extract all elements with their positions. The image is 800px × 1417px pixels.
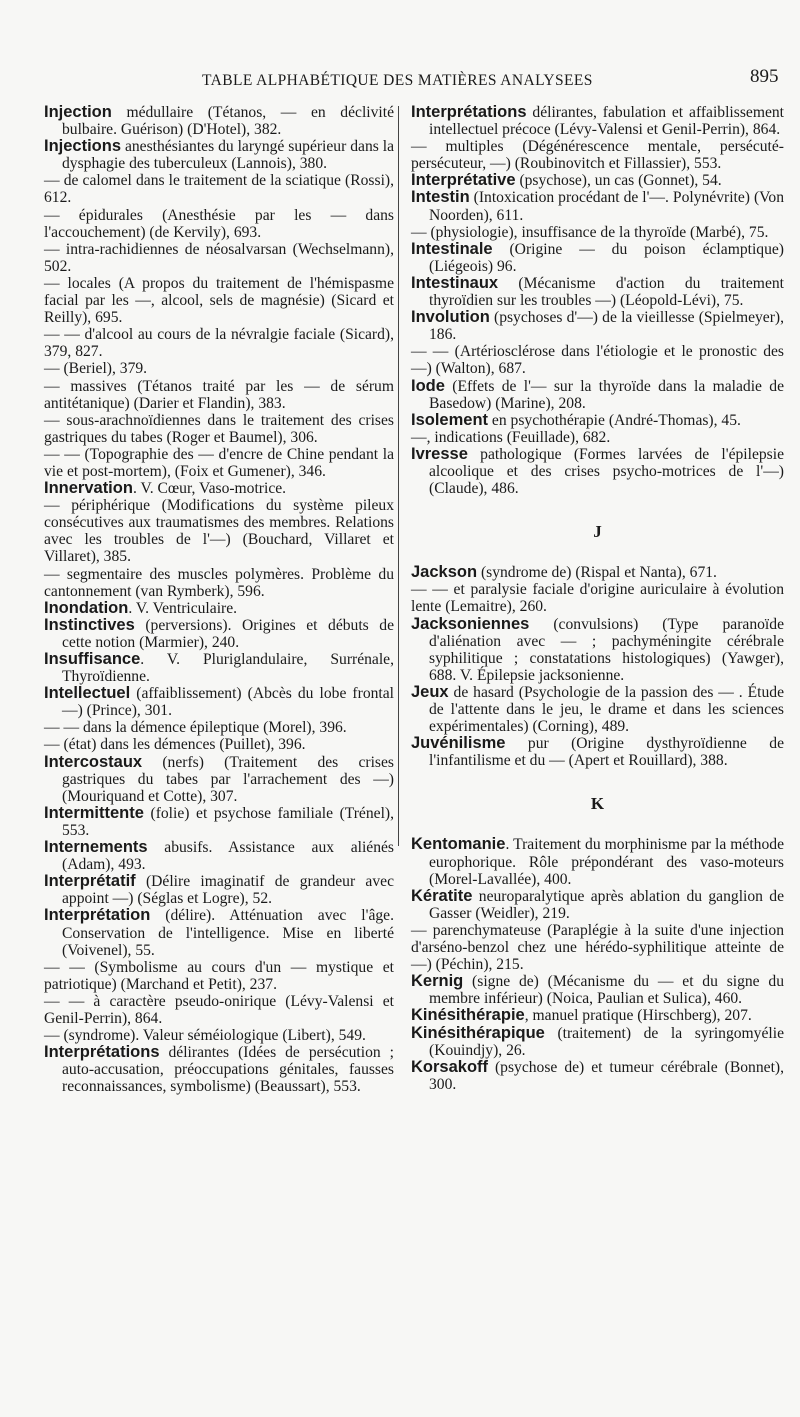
index-entry xyxy=(411,684,784,735)
running-title: TABLE ALPHABÉTIQUE DES MATIÈRES ANALYSEES xyxy=(202,72,593,89)
entry-text: délirantes (Idées de persécution ; auto-accusation, préoccupations génitales, fausses reconnaissances, symbolisme) (Beaussart), 553. xyxy=(62,1044,394,1096)
entry-text: . V. Pluriglandulaire, Surrénale, Thyroïdienne. xyxy=(62,651,394,686)
entry-headword: Intermittente xyxy=(44,803,144,822)
index-entry xyxy=(411,189,784,223)
index-subentry xyxy=(44,275,394,326)
entry-headword: Iode xyxy=(411,376,445,395)
right-column xyxy=(411,104,784,1093)
entry-text: — de calomel dans le traitement de la sciatique (Rossi), 612. xyxy=(44,172,394,207)
entry-text: de hasard (Psychologie de la passion des — . Étude de l'attente dans le jeu, le drame et dans les sciences expérimentales) (Corning), 489. xyxy=(429,683,784,736)
entry-headword: Kentomanie xyxy=(411,835,506,854)
entry-text: (Intoxication procédant de l'—. Polynévrite) (Von Noorden), 611. xyxy=(429,189,784,224)
entry-headword: Insuffisance xyxy=(44,650,141,668)
entry-headword: Interprétation xyxy=(44,906,151,925)
entry-headword: Kinésithérapique xyxy=(411,1023,545,1042)
entry-text: médullaire (Tétanos, — en déclivité bulbaire. Guérison) (D'Hotel), 382. xyxy=(62,104,394,139)
entry-text: — périphérique (Modifications du système pileux consécutives aux traumatismes des membres. Relations avec les troubles de l'—) (Bouchard, Villaret et Villaret), 385. xyxy=(44,497,394,566)
entry-headword: Jeux xyxy=(411,682,449,701)
entry-headword: Intestinaux xyxy=(411,273,499,292)
index-entry xyxy=(44,104,394,138)
index-subentry xyxy=(411,343,784,377)
index-entry xyxy=(411,836,784,887)
entry-headword: Intercostaux xyxy=(44,752,143,771)
entry-headword: Injection xyxy=(44,103,112,121)
index-entry xyxy=(411,888,784,922)
entry-text: délirantes, fabulation et affaiblissement intellectuel précoce (Lévy-Valensi et Genil-Perrin), 864. xyxy=(429,104,784,139)
index-entry xyxy=(411,446,784,497)
index-subentry xyxy=(44,412,394,446)
entry-text: — segmentaire des muscles polymères. Problème du cantonnement (van Rymberk), 596. xyxy=(44,565,394,600)
page-header xyxy=(0,66,800,96)
entry-text: — (physiologie), insuffisance de la thyroïde (Marbé), 75. xyxy=(411,223,769,241)
entry-text: anesthésiantes du laryngé supérieur dans la dysphagie des tuberculeux (Lannois), 380. xyxy=(62,138,394,173)
entry-text: — massives (Tétanos traité par les — de sérum antitétanique) (Darier et Flandin), 383. xyxy=(44,377,394,412)
entry-headword: Intestin xyxy=(411,188,470,207)
entry-text: (Effets de l'— sur la thyroïde dans la maladie de Basedow) (Marine), 208. xyxy=(429,377,784,412)
entry-headword: Intestinale xyxy=(411,239,493,258)
index-subentry xyxy=(411,224,784,241)
entry-headword: Interprétations xyxy=(44,1043,160,1062)
index-entry xyxy=(44,907,394,958)
index-entry xyxy=(411,172,784,189)
entry-text: . V. Cœur, Vaso-motrice. xyxy=(132,480,287,498)
index-entry xyxy=(411,104,784,138)
entry-text: — épidurales (Anesthésie par les — dans l'accouchement) (de Kervily), 693. xyxy=(44,206,394,241)
entry-text: —, indications (Feuillade), 682. xyxy=(411,428,611,446)
index-subentry xyxy=(44,172,394,206)
entry-headword: Kinésithérapie xyxy=(411,1006,525,1025)
index-entry xyxy=(44,600,394,617)
index-subentry xyxy=(411,581,784,615)
index-entry xyxy=(44,480,394,497)
entry-headword: Inondation xyxy=(44,598,129,617)
entry-text: abusifs. Assistance aux aliénés (Adam), 493. xyxy=(62,839,394,874)
index-entry xyxy=(411,1059,784,1093)
entry-text: (syndrome de) (Rispal et Nanta), 671. xyxy=(477,564,717,582)
page-number: 895 xyxy=(750,66,779,87)
entry-text: en psychothérapie (André-Thomas), 45. xyxy=(488,411,741,429)
entry-text: (convulsions) (Type paranoïde d'aliénation avec — ; pachyméningite cérébrale syphilitique ; constatations histologiques) (Yawger), 688. V. Épilepsie jacksonienne. xyxy=(429,615,784,684)
entry-text: — parenchymateuse (Paraplégie à la suite d'une injection d'arséno-benzol chez une hérédo-syphilitique atteinte de —) (Péchin), 215. xyxy=(411,921,784,974)
entry-headword: Instinctives xyxy=(44,615,135,634)
entry-headword: Korsakoff xyxy=(411,1057,489,1076)
index-entry xyxy=(44,754,394,805)
entry-text: (délire). Atténuation avec l'âge. Conservation de l'intelligence. Mise en liberté (Voivenel), 55. xyxy=(62,907,394,959)
entry-text: . V. Ventriculaire. xyxy=(128,599,238,617)
entry-headword: Innervation xyxy=(44,479,133,498)
entry-text: (Origine — du poison éclamptique) (Liégeois) 96. xyxy=(429,240,784,275)
entry-text: — — (Artériosclérose dans l'étiologie et le pronostic des —) (Walton), 687. xyxy=(411,343,784,378)
entry-headword: Kératite xyxy=(411,886,473,905)
entry-text: (nerfs) (Traitement des crises gastriques du tabes par l'arrachement des —) (Mouriquand et Cotte), 307. xyxy=(62,753,394,805)
index-entry xyxy=(411,241,784,275)
entry-text: — intra-rachidiennes de néosalvarsan (Wechselmann), 502. xyxy=(44,240,394,275)
entry-text: (psychose), un cas (Gonnet), 54. xyxy=(515,172,722,190)
entry-text: — locales (A propos du traitement de l'hémispasme facial par les —, alcool, sels de magnésie) (Sicard et Reilly), 695. xyxy=(44,274,394,327)
index-subentry xyxy=(44,378,394,412)
index-subentry xyxy=(44,736,394,753)
index-entry xyxy=(44,873,394,907)
index-entry xyxy=(44,685,394,719)
index-entry xyxy=(411,564,784,581)
entry-text: (psychoses d'—) de la vieillesse (Spielmeyer), 186. xyxy=(429,309,784,344)
index-entry xyxy=(44,1044,394,1095)
entry-text: — — dans la démence épileptique (Morel), 396. xyxy=(44,719,347,737)
index-entry xyxy=(411,1007,784,1024)
index-entry xyxy=(411,309,784,343)
entry-headword: Involution xyxy=(411,308,490,327)
entry-text: (Délire imaginatif de grandeur avec appoint —) (Séglas et Logre), 52. xyxy=(62,873,394,908)
entry-text: — (Beriel), 379. xyxy=(44,360,148,378)
index-entry xyxy=(411,973,784,1007)
entry-text: , manuel pratique (Hirschberg), 207. xyxy=(524,1007,752,1025)
index-subentry xyxy=(411,138,784,172)
entry-headword: Interprétative xyxy=(411,171,516,190)
entry-headword: Injections xyxy=(44,137,122,156)
column-divider xyxy=(398,106,399,846)
index-subentry xyxy=(44,446,394,480)
entry-text: pur (Origine dysthyroïdienne de l'infantilisme et du — (Apert et Rouillard), 388. xyxy=(429,735,784,770)
entry-text: (folie) et psychose familiale (Trénel), 553. xyxy=(62,804,394,839)
entry-text: (traitement) de la syringomyélie (Kouindjy), 26. xyxy=(429,1024,784,1059)
index-entry xyxy=(411,735,784,769)
index-entry xyxy=(411,616,784,684)
index-entry xyxy=(411,1025,784,1059)
index-subentry xyxy=(411,922,784,973)
section-letter: K xyxy=(590,794,605,814)
entry-headword: Juvénilisme xyxy=(411,734,506,753)
index-entry xyxy=(411,275,784,309)
entry-headword: Intellectuel xyxy=(44,684,131,703)
entry-headword: Interprétations xyxy=(411,103,527,121)
entry-text: — (syndrome). Valeur séméiologique (Libert), 549. xyxy=(44,1027,366,1045)
index-entry xyxy=(44,839,394,873)
index-entry xyxy=(411,412,784,429)
entry-text: (affaiblissement) (Abcès du lobe frontal —) (Prince), 301. xyxy=(62,685,394,720)
entry-text: — — (Symbolisme au cours d'un — mystique et patriotique) (Marchand et Petit), 237. xyxy=(44,958,394,993)
index-entry xyxy=(44,651,394,685)
entry-headword: Jackson xyxy=(411,563,478,582)
entry-headword: Internements xyxy=(44,838,148,857)
entry-text: — (état) dans les démences (Puillet), 396. xyxy=(44,736,306,754)
entry-text: (perversions). Origines et débuts de cette notion (Marmier), 240. xyxy=(62,616,394,651)
index-subentry xyxy=(44,959,394,993)
entry-headword: Ivresse xyxy=(411,444,468,463)
entry-headword: Interprétatif xyxy=(44,872,136,891)
entry-headword: Jacksoniennes xyxy=(411,614,530,633)
entry-text: (Mécanisme d'action du traitement thyroïdien sur les troubles —) (Léopold-Lévi), 75. xyxy=(429,274,784,310)
entry-text: — — à caractère pseudo-onirique (Lévy-Valensi et Genil-Perrin), 864. xyxy=(44,992,394,1027)
index-subentry xyxy=(44,241,394,275)
index-entry xyxy=(44,805,394,839)
index-subentry xyxy=(44,497,394,565)
section-letter: J xyxy=(593,522,602,542)
index-subentry xyxy=(44,993,394,1027)
entry-text: — — d'alcool au cours de la névralgie faciale (Sicard), 379, 827. xyxy=(44,326,394,361)
entry-text: — sous-arachnoïdiennes dans le traitement des crises gastriques du tabes (Roger et Baumel), 306. xyxy=(44,411,394,446)
index-subentry xyxy=(44,1027,394,1044)
entry-text: — — et paralysie faciale d'origine auriculaire à évolution lente (Lemaitre), 260. xyxy=(411,581,784,616)
entry-text: pathologique (Formes larvées de l'épilepsie alcoolique et des crises psycho-motrices de l'—) (Claude), 486. xyxy=(429,445,784,498)
entry-headword: Isolement xyxy=(411,410,489,429)
index-entry xyxy=(44,138,394,172)
entry-text: — — (Topographie des — d'encre de Chine pendant la vie et post-mortem), (Foix et Gumener), 346. xyxy=(44,445,394,480)
entry-text: (psychose de) et tumeur cérébrale (Bonnet), 300. xyxy=(429,1058,784,1093)
index-entry xyxy=(411,378,784,412)
entry-text: (signe de) (Mécanisme du — et du signe du membre inférieur) (Noica, Paulian et Sulica), 460. xyxy=(429,973,784,1008)
entry-text: . Traitement du morphinisme par la méthode europhorique. Rôle prépondérant des vaso-moteurs (Morel-Lavallée), 400. xyxy=(429,836,784,888)
index-subentry xyxy=(44,326,394,360)
index-subentry xyxy=(44,207,394,241)
entry-headword: Kernig xyxy=(411,972,464,991)
entry-text: — multiples (Dégénérescence mentale, persécuté-persécuteur, —) (Roubinovitch et Fillassier), 553. xyxy=(411,138,784,173)
index-entry xyxy=(44,617,394,651)
index-subentry xyxy=(411,429,784,446)
index-subentry xyxy=(44,719,394,736)
entry-text: neuroparalytique après ablation du ganglion de Gasser (Weidler), 219. xyxy=(429,887,784,922)
index-subentry xyxy=(44,360,394,377)
index-subentry xyxy=(44,566,394,600)
left-column xyxy=(44,104,394,1095)
